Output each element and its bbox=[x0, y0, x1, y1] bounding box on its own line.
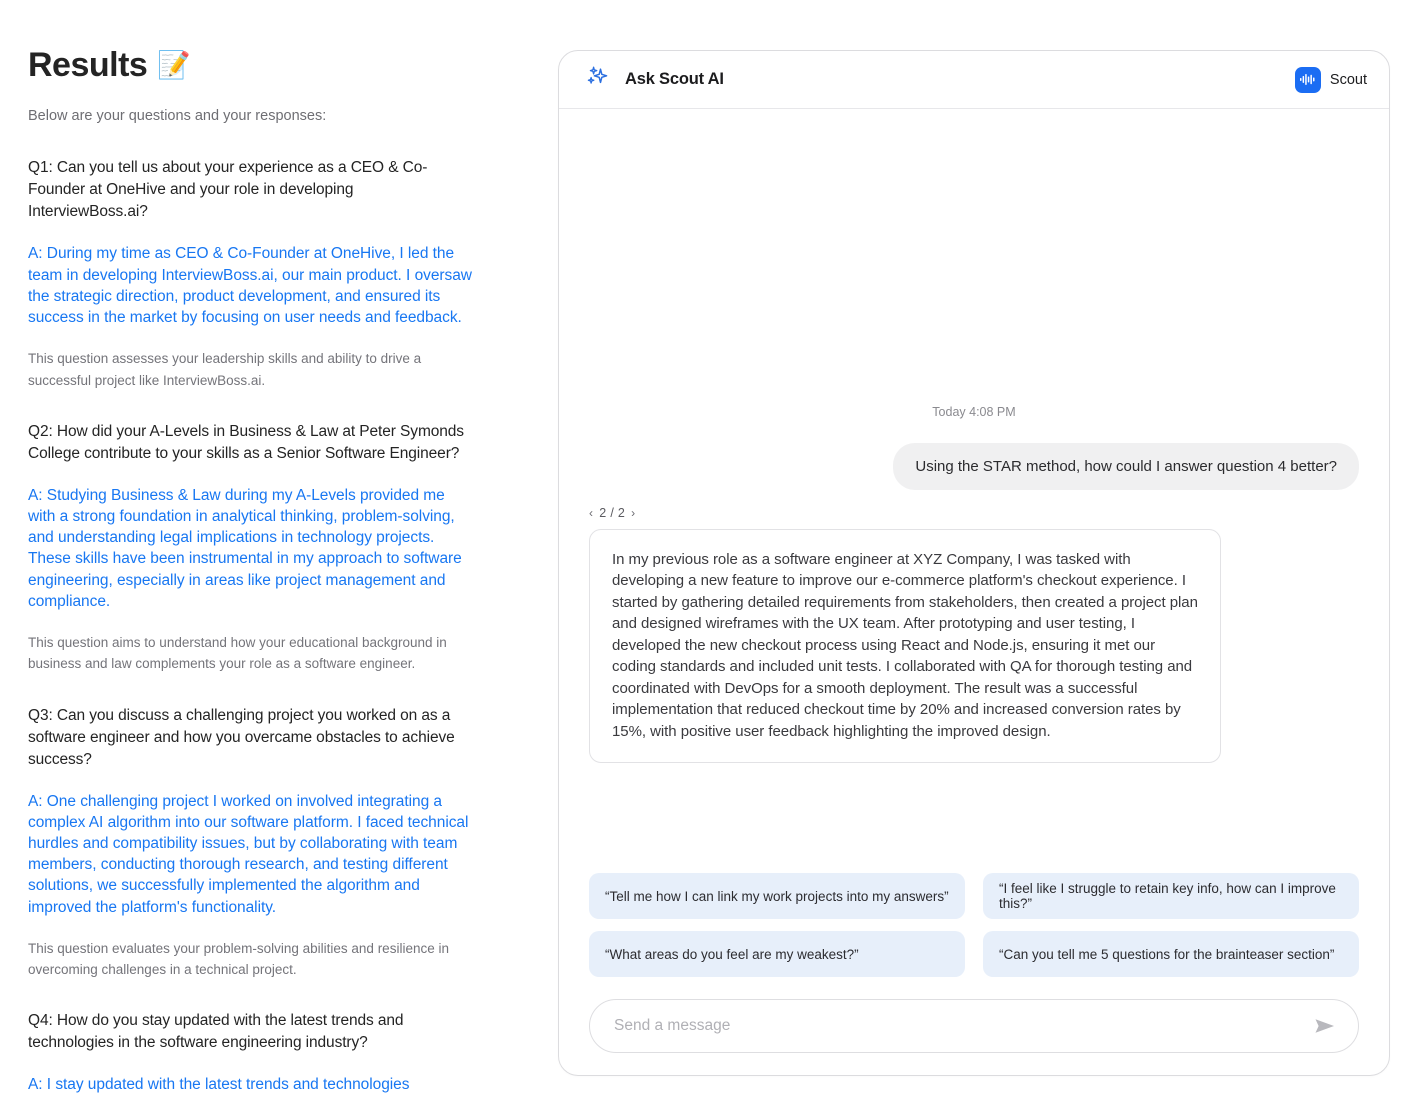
user-message-row bbox=[589, 443, 1359, 490]
user-message-bubble: Using the STAR method, how could I answer question 4 better? bbox=[893, 443, 1359, 490]
scout-label: Scout bbox=[1329, 71, 1367, 88]
memo-pencil-icon: 📝 bbox=[157, 50, 191, 81]
chat-footer bbox=[559, 873, 1389, 1075]
waveform-icon bbox=[1295, 67, 1321, 93]
ask-scout-ai-panel bbox=[558, 50, 1390, 1076]
qa-item bbox=[28, 705, 472, 981]
qa-question: Q2: How did your A-Levels in Business & Law at Peter Symonds College contribute to your skills as a Senior Software Engineer? bbox=[28, 422, 464, 462]
qa-answer: A: During my time as CEO & Co-Founder at OneHive, I led the team in developing InterviewBoss.ai, our main product. I oversaw the strategic direction, product development, and ensured its success in the market by focusing on user needs and feedback. bbox=[28, 245, 472, 327]
pager-next-button[interactable]: › bbox=[631, 506, 636, 520]
message-timestamp: Today 4:08 PM bbox=[932, 405, 1016, 419]
scout-account[interactable] bbox=[1295, 67, 1367, 93]
qa-answer: A: One challenging project I worked on involved integrating a complex AI algorithm into our software platform. I faced technical hurdles and compatibility issues, but by collaborating with team members, conducting thorough research, and testing different solutions, we successfully implemented the algorithm and improved the platform's functionality. bbox=[28, 792, 469, 916]
page-title bbox=[28, 48, 472, 84]
qa-question: Q3: Can you discuss a challenging project you worked on as a software engineer and how you overcame obstacles to achieve success? bbox=[28, 706, 455, 768]
message-input[interactable] bbox=[614, 1017, 1314, 1035]
chat-message-list bbox=[559, 109, 1389, 873]
chat-header-left bbox=[585, 64, 724, 95]
qa-question: Q4: How do you stay updated with the latest trends and technologies in the software engineering industry? bbox=[28, 1012, 404, 1052]
suggestion-chip-list bbox=[589, 873, 1359, 977]
qa-note: This question assesses your leadership skills and ability to drive a successful project like InterviewBoss.ai. bbox=[28, 351, 422, 388]
qa-question: Q1: Can you tell us about your experience as a CEO & Co-Founder at OneHive and your role in developing InterviewBoss.ai? bbox=[28, 159, 428, 221]
suggestion-chip[interactable]: “Can you tell me 5 questions for the brainteaser section” bbox=[983, 931, 1359, 977]
ai-message-bubble: In my previous role as a software engineer at XYZ Company, I was tasked with developing a new feature to improve our e-commerce platform's checkout experience. I started by gathering detailed requirements from stakeholders, then created a project plan and designed wireframes with the UX team. After prototyping and user testing, I developed the new checkout process using React and Node.js, ensuring it met our coding standards and included unit tests. I collaborated with QA for thorough testing and coordinated with DevOps for a smooth deployment. The result was a successful implementation that reduced checkout time by 20% and increased conversion rates by 15%, with positive user feedback highlighting the improved design. bbox=[589, 529, 1221, 763]
results-column bbox=[0, 0, 500, 1116]
suggestion-chip[interactable]: “Tell me how I can link my work projects into my answers” bbox=[589, 873, 965, 919]
qa-answer: A: I stay updated with the latest trends and technologies bbox=[28, 1076, 410, 1094]
qa-answer: A: Studying Business & Law during my A-Levels provided me with a strong foundation in analytical thinking, problem-solving, and understanding legal implications in technology projects. These skills have been instrumental in my approach to software engineering, especially in areas like project management and compliance. bbox=[28, 486, 462, 610]
suggestion-chip[interactable]: “I feel like I struggle to retain key info, how can I improve this?” bbox=[983, 873, 1359, 919]
response-pager[interactable] bbox=[589, 506, 635, 520]
sparkle-icon bbox=[585, 64, 611, 95]
results-subtitle: Below are your questions and your responses: bbox=[28, 107, 327, 124]
qa-item bbox=[28, 157, 472, 390]
page-title-text: Results bbox=[28, 46, 148, 84]
pager-label: 2 / 2 bbox=[599, 506, 626, 520]
qa-note: This question aims to understand how your educational background in business and law complements your role as a software engineer. bbox=[28, 635, 447, 672]
message-input-bar[interactable] bbox=[589, 999, 1359, 1053]
chat-column bbox=[500, 0, 1418, 1116]
pager-prev-button[interactable]: ‹ bbox=[589, 506, 594, 520]
send-icon[interactable] bbox=[1314, 1017, 1336, 1035]
qa-note: This question evaluates your problem-solving abilities and resilience in overcoming challenges in a technical project. bbox=[28, 940, 449, 978]
qa-item bbox=[28, 1010, 472, 1095]
suggestion-chip[interactable]: “What areas do you feel are my weakest?” bbox=[589, 931, 965, 977]
qa-item bbox=[28, 421, 472, 675]
chat-header bbox=[559, 51, 1389, 109]
chat-title: Ask Scout AI bbox=[625, 70, 724, 88]
